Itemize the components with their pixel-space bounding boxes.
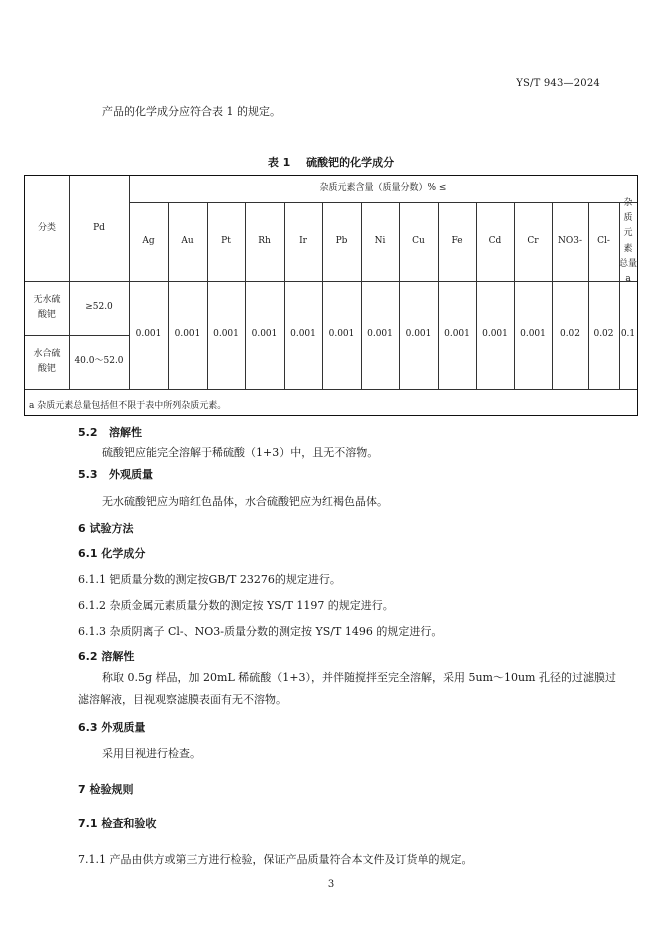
- table-caption: [0, 154, 662, 170]
- value-cell: 0.001: [135, 329, 162, 340]
- section-6-2-text-2: 滤溶解液，目视观察滤膜表面有无不溶物。: [78, 693, 287, 706]
- section-5-2-heading: [78, 424, 142, 440]
- category-anhydrous: [25, 281, 69, 335]
- total-label-line: 总量a: [619, 258, 638, 285]
- table-caption-title: 硫酸钯的化学成分: [306, 156, 395, 169]
- section-6-2-text-1: 称取 0.5g 样品，加 20mL 稀硫酸（1+3），并伴随搅拌至完全溶解，采用 5um～10um 孔径的过滤膜过: [102, 671, 616, 684]
- section-7-heading: 7 检验规则: [78, 783, 134, 796]
- section-6-3-heading: 6.3 外观质量: [78, 721, 146, 734]
- total-label-line: 元 素: [623, 228, 633, 254]
- element-header: NO3-: [557, 235, 583, 246]
- value-cell: 0.001: [174, 329, 201, 340]
- section-5-3-text: 无水硫酸钯应为暗红色晶体，水合硫酸钯应为红褐色晶体。: [102, 495, 388, 508]
- section-5-3-heading: [78, 466, 153, 482]
- category-hydrated: [25, 335, 69, 389]
- section-7-1-heading: 7.1 检查和验收: [78, 817, 157, 830]
- element-header: Cd: [488, 235, 502, 246]
- header-pd: Pd: [93, 222, 105, 233]
- section-number: 5.2: [78, 426, 98, 439]
- section-7-1-1: 7.1.1 产品由供方或第三方进行检验，保证产品质量符合本文件及订货单的规定。: [78, 853, 473, 866]
- table-footnote: a 杂质元素总量包括但不限于表中所列杂质元素。: [29, 401, 227, 411]
- intro-text: 产品的化学成分应符合表 1 的规定。: [102, 105, 281, 118]
- value-cell: 0.001: [290, 329, 316, 340]
- element-header: Fe: [451, 235, 463, 246]
- value-cell: 0.001: [213, 329, 239, 340]
- value-cell: 0.001: [520, 329, 546, 340]
- value-cell: 0.001: [482, 329, 508, 340]
- category-line: 酸钯: [37, 364, 56, 374]
- section-6-1-3: 6.1.3 杂质阴离子 Cl-、NO3-质量分数的测定按 YS/T 1496 的规定进行。: [78, 625, 443, 638]
- value-cell: 0.001: [367, 329, 393, 340]
- value-cell-total: 0.1: [620, 329, 636, 340]
- section-title: 溶解性: [109, 426, 142, 439]
- value-cell: 0.001: [251, 329, 278, 340]
- value-cell: 0.001: [444, 329, 470, 340]
- table-caption-number: 表 1: [267, 156, 291, 169]
- section-5-2-text: 硫酸钯应能完全溶解于稀硫酸（1+3）中，且无不溶物。: [102, 446, 379, 459]
- section-6-1-2: 6.1.2 杂质金属元素质量分数的测定按 YS/T 1197 的规定进行。: [78, 599, 394, 612]
- header-impurity: 杂质元素含量（质量分数）% ≤: [319, 183, 447, 194]
- value-cell: 0.001: [328, 329, 355, 340]
- element-header: Au: [181, 235, 194, 246]
- section-6-3-text: 采用目视进行检查。: [102, 747, 201, 760]
- standard-code: YS/T 943—2024: [516, 78, 600, 89]
- value-cell: 0.001: [405, 329, 432, 340]
- total-label-line: 杂 质: [623, 197, 633, 223]
- value-cell: 0.02: [593, 329, 614, 340]
- section-6-heading: 6 试验方法: [78, 522, 134, 535]
- category-line: 无水硫: [33, 294, 61, 305]
- chemical-composition-table: [24, 175, 638, 416]
- section-6-1-1: 6.1.1 钯质量分数的测定按GB/T 23276的规定进行。: [78, 573, 341, 586]
- section-6-1-heading: 6.1 化学成分: [78, 547, 146, 560]
- element-header: Pt: [221, 235, 231, 246]
- element-header: Cr: [527, 235, 539, 246]
- pd-anhydrous: ≥52.0: [85, 302, 113, 313]
- element-header: Ni: [374, 235, 386, 246]
- page-number: 3: [327, 879, 335, 890]
- element-header: Pb: [335, 235, 348, 246]
- category-line: 酸钯: [37, 310, 56, 320]
- element-header: Cu: [412, 235, 425, 246]
- section-title: 外观质量: [109, 468, 153, 481]
- element-header: Cl-: [597, 235, 610, 246]
- element-header: Ag: [142, 235, 155, 246]
- header-category: 分类: [37, 222, 56, 233]
- element-header-total: [619, 197, 638, 285]
- section-6-2-heading: 6.2 溶解性: [78, 650, 135, 663]
- pd-hydrated: 40.0～52.0: [74, 356, 124, 367]
- value-cell: 0.02: [559, 329, 581, 340]
- section-number: 5.3: [78, 468, 98, 481]
- element-header: Rh: [258, 235, 271, 246]
- category-line: 水合硫: [33, 348, 61, 359]
- element-header: Ir: [299, 235, 307, 246]
